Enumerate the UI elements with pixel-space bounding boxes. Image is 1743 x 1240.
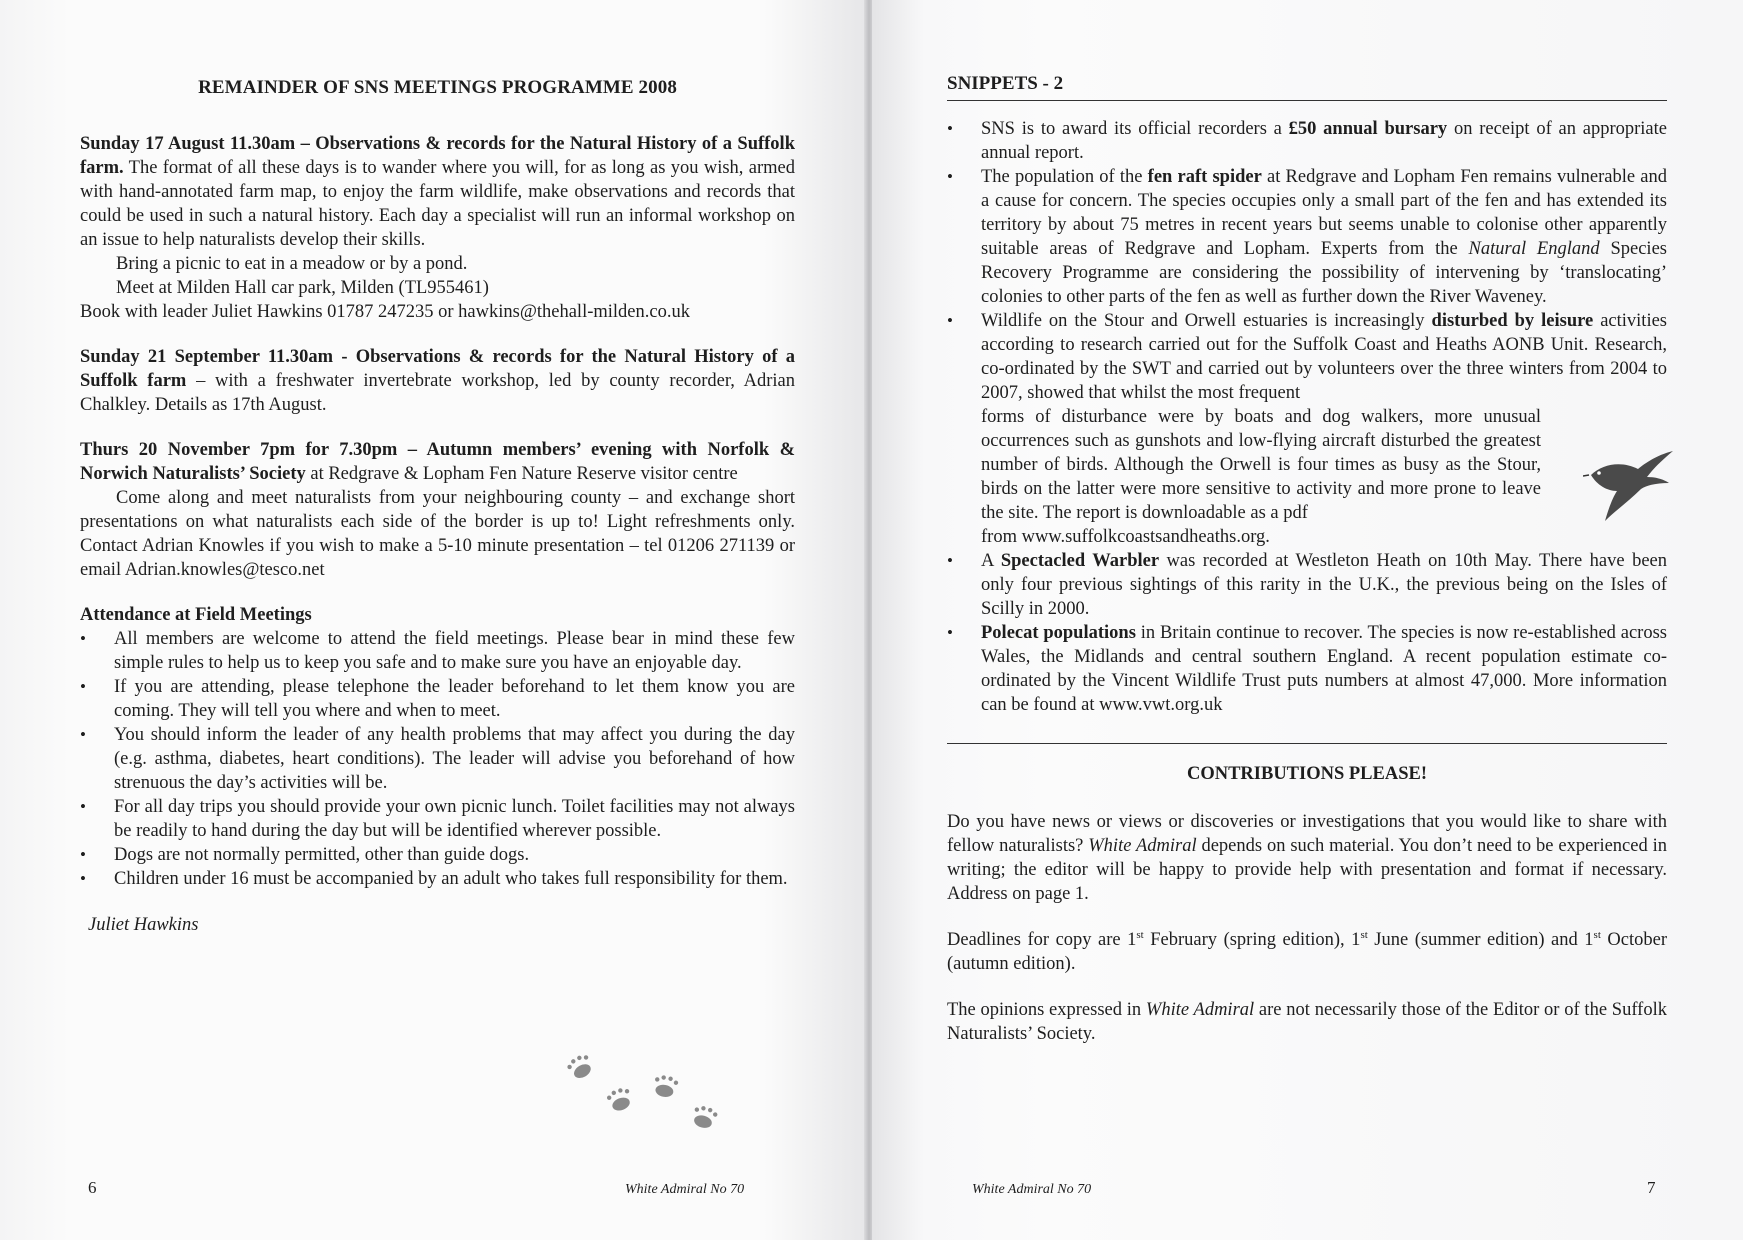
paragraph-text: depends on such material. You don’t need to be experienced in writing; the editor will be happy to provide help with presentation and format if necessary. Address on page 1. [947,836,1667,904]
snippet-text: Wildlife on the Stour and Orwell estuaries is increasingly [981,311,1432,331]
paragraph-text: Deadlines for copy are 1 [947,930,1137,950]
page-number: 7 [1647,1178,1656,1197]
paragraph-text: Do you have news or views or discoveries or investigations that you would like to share with fellow naturalists? [947,812,1667,856]
page-title: REMAINDER OF SNS MEETINGS PROGRAMME 2008 [198,77,677,98]
meeting-heading: Sunday 21 September 11.30am - Observations & records for the Natural History of a Suffolk farm [80,347,795,391]
paragraph-text: The opinions expressed in [947,1000,1146,1020]
meeting-details: Come along and meet naturalists from your neighbouring county – and exchange short presentations on what naturalists each side of the border is up to! Light refreshments only. Contact Adrian Knowles if you wish to make a 5-10 minute presentation – tel 01206 271139 or email Adrian.knowles@tesco.net [80,488,795,580]
list-item: • For all day trips you should provide your own picnic lunch. Toilet facilities may not always be readily to hand during the day but will be identified wherever possible. [80,795,795,843]
snippet-highlight: Spectacled Warbler [1000,551,1160,571]
meeting-description: The format of all these days is to wander where you will, for as long as you wish, armed with hand-annotated farm map, to enjoy the farm wildlife, make observations and records that could be used in such a natural history. Each day a specialist will run an informal workshop on an issue to help naturalists develop their skills. [80,158,795,250]
pawprint-illustration [545,1055,785,1150]
snippet-text: SNS is to award its official recorders a [981,119,1289,139]
snippet-item [947,165,1667,309]
list-item: • All members are welcome to attend the field meetings. Please bear in mind these few simple rules to help us to keep you safe and to make sure you have an enjoyable day. [80,627,795,675]
snippet-text: Species Recovery Programme are considering the possibility of intervening by ‘translocating’ colonies to other parts of the fen as well as further down the River Waveney. [981,239,1667,307]
snippet-text: A [981,551,1001,571]
meeting-description: at Redgrave & Lopham Fen Nature Reserve visitor centre [305,464,738,484]
snippet-highlight: fen raft spider [1147,167,1262,187]
paragraph-text: February (spring edition), 1 [1143,930,1361,950]
paragraph-text: October (autumn edition). [947,930,1667,974]
running-footer: White Admiral No 70 [625,1182,745,1197]
snippet-item [947,549,1667,621]
snippet-text: in Britain continue to recover. The species is now re-established across Wales, the Midlands and central southern England. A recent population estimate co-ordinated by the Vincent Wildlife Trust puts numbers at almost 47,000. More information can be found at www.vwt.org.uk [981,623,1667,715]
snippet-highlight: disturbed by leisure [1431,311,1594,331]
snippet-item [947,117,1667,165]
list-item: • Dogs are not normally permitted, other than guide dogs. [80,843,795,867]
deadlines-paragraph [947,928,1667,976]
running-footer: White Admiral No 70 [972,1182,1092,1197]
left-page [0,0,868,1240]
section-divider [947,743,1667,744]
snippet-text: at Redgrave and Lopham Fen remains vulnerable and a cause for concern. The species occupies only a small part of the fen and has extended its territory by about 75 metres in recent years but seems unable to colonise other apparently suitable areas of Redgrave and Lopham. Experts from the [981,167,1667,259]
attendance-rules [80,627,795,891]
snippet-highlight: £50 annual bursary [1288,119,1448,139]
snippet-text-wrapped [981,405,1541,525]
snippet-highlight: Polecat populations [981,623,1136,643]
list-item: • If you are attending, please telephone the leader beforehand to let them know you are coming. They will tell you where and when to meet. [80,675,795,723]
snippet-text: The population of the [981,167,1148,187]
snippet-text: forms of disturbance were by boats and dog walkers, more unusual occurrences such as gunshots and low-flying aircraft disturbed the greatest number of birds. Although the Orwell is four times as busy as the Stour, birds on the latter were more sensitive to activity and more prone to leave the site. The report is downloadable as a pdf [981,407,1541,523]
list-item: • You should inform the leader of any health problems that may affect you during the day (e.g. asthma, diabetes, heart conditions). The leader will advise you beforehand of how strenuous the day’s activities will be. [80,723,795,795]
snippet-text: activities according to research carried out for the Suffolk Coast and Heaths AONB Unit. Research, co-ordinated by the SWT and carried out by volunteers over the three winters from 2004 to 2007, showed that whilst the most frequent [981,311,1667,403]
meeting-description: – with a freshwater invertebrate workshop, led by county recorder, Adrian Chalkley. Details as 17th August. [80,371,795,415]
snippet-text: was recorded at Westleton Heath on 10th May. There have been only four previous sightings of this rarity in the U.K., the previous being on the Isles of Scilly in 2000. [981,551,1667,619]
meeting-entry-sep [80,345,795,417]
meeting-entry-nov [80,438,795,582]
contributions-paragraph [947,810,1667,906]
paragraph-text: June (summer edition) and 1 [1367,930,1594,950]
left-column [80,70,795,937]
snippet-item [947,309,1667,549]
snippet-italic: Natural England [1468,239,1600,259]
publication-title: White Admiral [1145,1000,1255,1020]
bird-illustration [1583,435,1675,525]
attendance-heading: Attendance at Field Meetings [80,605,312,625]
ordinal-suffix: st [1136,928,1144,941]
meeting-heading: Sunday 17 August 11.30am – Observations & records for the Natural History of a Suffolk farm. [80,134,795,178]
meeting-booking: Book with leader Juliet Hawkins 01787 247235 or hawkins@thehall-milden.co.uk [80,302,690,322]
meeting-heading: Thurs 20 November 7pm for 7.30pm – Autumn members’ evening with Norfolk & Norwich Naturalists’ Society [80,440,795,484]
ordinal-suffix: st [1593,928,1601,941]
meeting-location: Meet at Milden Hall car park, Milden (TL955461) [116,278,489,298]
right-column [947,72,1667,1068]
publication-title: White Admiral [1088,836,1197,856]
right-page [872,0,1743,1240]
contributions-heading: CONTRIBUTIONS PLEASE! [1186,764,1428,784]
ordinal-suffix: st [1360,928,1368,941]
meeting-note: Bring a picnic to eat in a meadow or by a pond. [116,254,468,274]
page-number: 6 [88,1178,97,1197]
section-heading: SNIPPETS - 2 [947,72,1667,101]
snippet-text: on receipt of an appropriate annual report. [981,119,1667,163]
disclaimer-paragraph [947,998,1667,1046]
snippet-item [947,621,1667,717]
paragraph-text: are not necessarily those of the Editor or of the Suffolk Naturalists’ Society. [947,1000,1667,1044]
snippet-text: from www.suffolkcoastsandheaths.org. [981,527,1270,547]
meeting-entry-aug [80,132,795,324]
signature: Juliet Hawkins [88,915,199,935]
list-item: • Children under 16 must be accompanied by an adult who takes full responsibility for them. [80,867,795,891]
snippets-list [947,117,1667,717]
